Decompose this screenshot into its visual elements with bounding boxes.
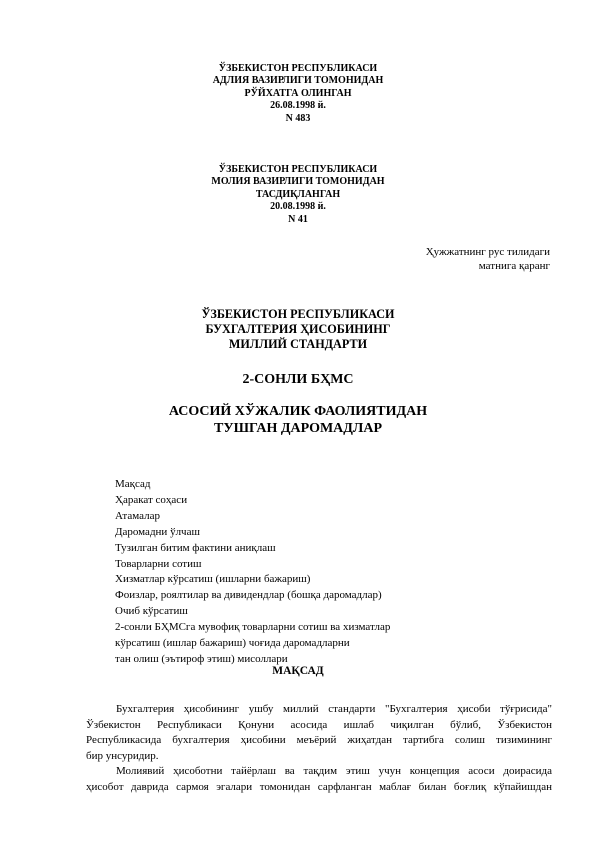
- paragraph-1: [86, 702, 552, 764]
- section-heading: МАҚСАД: [272, 665, 324, 677]
- toc-item: Даромадни ўлчаш: [115, 525, 200, 538]
- registration-line: АДЛИЯ ВАЗИРЛИГИ ТОМОНИДАН: [212, 75, 384, 87]
- paragraph-2: [86, 764, 552, 795]
- approval-stamp: [0, 164, 596, 226]
- paragraph-line: Молиявий ҳисоботни тайёрлаш ва тақдим этиш учун концепция асоси доирасида: [116, 765, 552, 777]
- document-title-line: ТУШГАН ДАРОМАДЛАР: [213, 421, 383, 436]
- registration-line: РЎЙХАТГА ОЛИНГАН: [244, 87, 352, 99]
- language-note-line: Ҳужжатнинг рус тилидаги: [425, 246, 550, 258]
- approval-line: МОЛИЯ ВАЗИРЛИГИ ТОМОНИДАН: [211, 176, 385, 188]
- toc-item: 2-сонли БҲМСга мувофиқ товарларни сотиш ва хизматлар: [115, 621, 391, 634]
- language-note-line: матнига қаранг: [478, 260, 550, 272]
- approval-line: ЎЗБЕКИСТОН РЕСПУБЛИКАСИ: [218, 164, 378, 175]
- approval-line: ТАСДИҚЛАНГАН: [255, 188, 341, 200]
- table-of-contents: [115, 477, 390, 668]
- toc-item: тан олиш (эътироф этиш) мисоллари: [115, 652, 288, 665]
- registration-date: 26.08.1998 й.: [270, 100, 326, 112]
- paragraph-line: ҳисобот даврида сармоя эгалари томонидан сарфланган маблағ билан боғлиқ кўпайишдан: [86, 780, 552, 793]
- approval-number: N 41: [288, 213, 308, 225]
- toc-item: Атамалар: [115, 509, 160, 522]
- standard-header-line: МИЛЛИЙ СТАНДАРТИ: [228, 337, 368, 352]
- toc-item: Хизматлар кўрсатиш (ишларни бажариш): [115, 573, 311, 586]
- standard-header-line: БУХГАЛТЕРИЯ ҲИСОБИНИНГ: [205, 322, 391, 337]
- toc-item: Ҳаракат соҳаси: [115, 493, 188, 506]
- language-note: [426, 245, 550, 273]
- standard-number: 2-СОНЛИ БҲМС: [242, 372, 354, 387]
- standard-header: [0, 307, 596, 353]
- toc-item: Тузилган битим фактини аниқлаш: [115, 541, 276, 554]
- toc-item: Фоизлар, роялтилар ва дивидендлар (бошқа даромадлар): [115, 589, 382, 602]
- toc-item: Товарларни сотиш: [115, 557, 202, 570]
- document-title: [0, 403, 596, 437]
- registration-line: ЎЗБЕКИСТОН РЕСПУБЛИКАСИ: [218, 63, 378, 74]
- paragraph-line: бир унсуридир.: [86, 749, 159, 762]
- paragraph-line: Ўзбекистон Республикаси Қонуни асосида ишлаб чиқилган бўлиб, Ўзбекистон: [86, 718, 552, 731]
- registration-number: N 483: [285, 112, 311, 124]
- paragraph-line: Бухгалтерия ҳисобининг ушбу миллий стандарти "Бухгалтерия ҳисоби тўғрисида": [116, 703, 552, 715]
- toc-item: Мақсад: [115, 478, 151, 490]
- paragraph-line: Республикасида бухгалтерия ҳисобини меъёрий жиҳатдан тартибга солиш тизимининг: [86, 734, 552, 747]
- registration-stamp: [0, 63, 596, 125]
- document-title-line: АСОСИЙ ХЎЖАЛИК ФАОЛИЯТИДАН: [168, 404, 428, 419]
- approval-date: 20.08.1998 й.: [270, 201, 326, 213]
- toc-item: кўрсатиш (ишлар бажариш) чоғида даромадларни: [115, 637, 350, 650]
- standard-header-line: ЎЗБЕКИСТОН РЕСПУБЛИКАСИ: [201, 307, 395, 321]
- toc-item: Очиб кўрсатиш: [115, 605, 188, 618]
